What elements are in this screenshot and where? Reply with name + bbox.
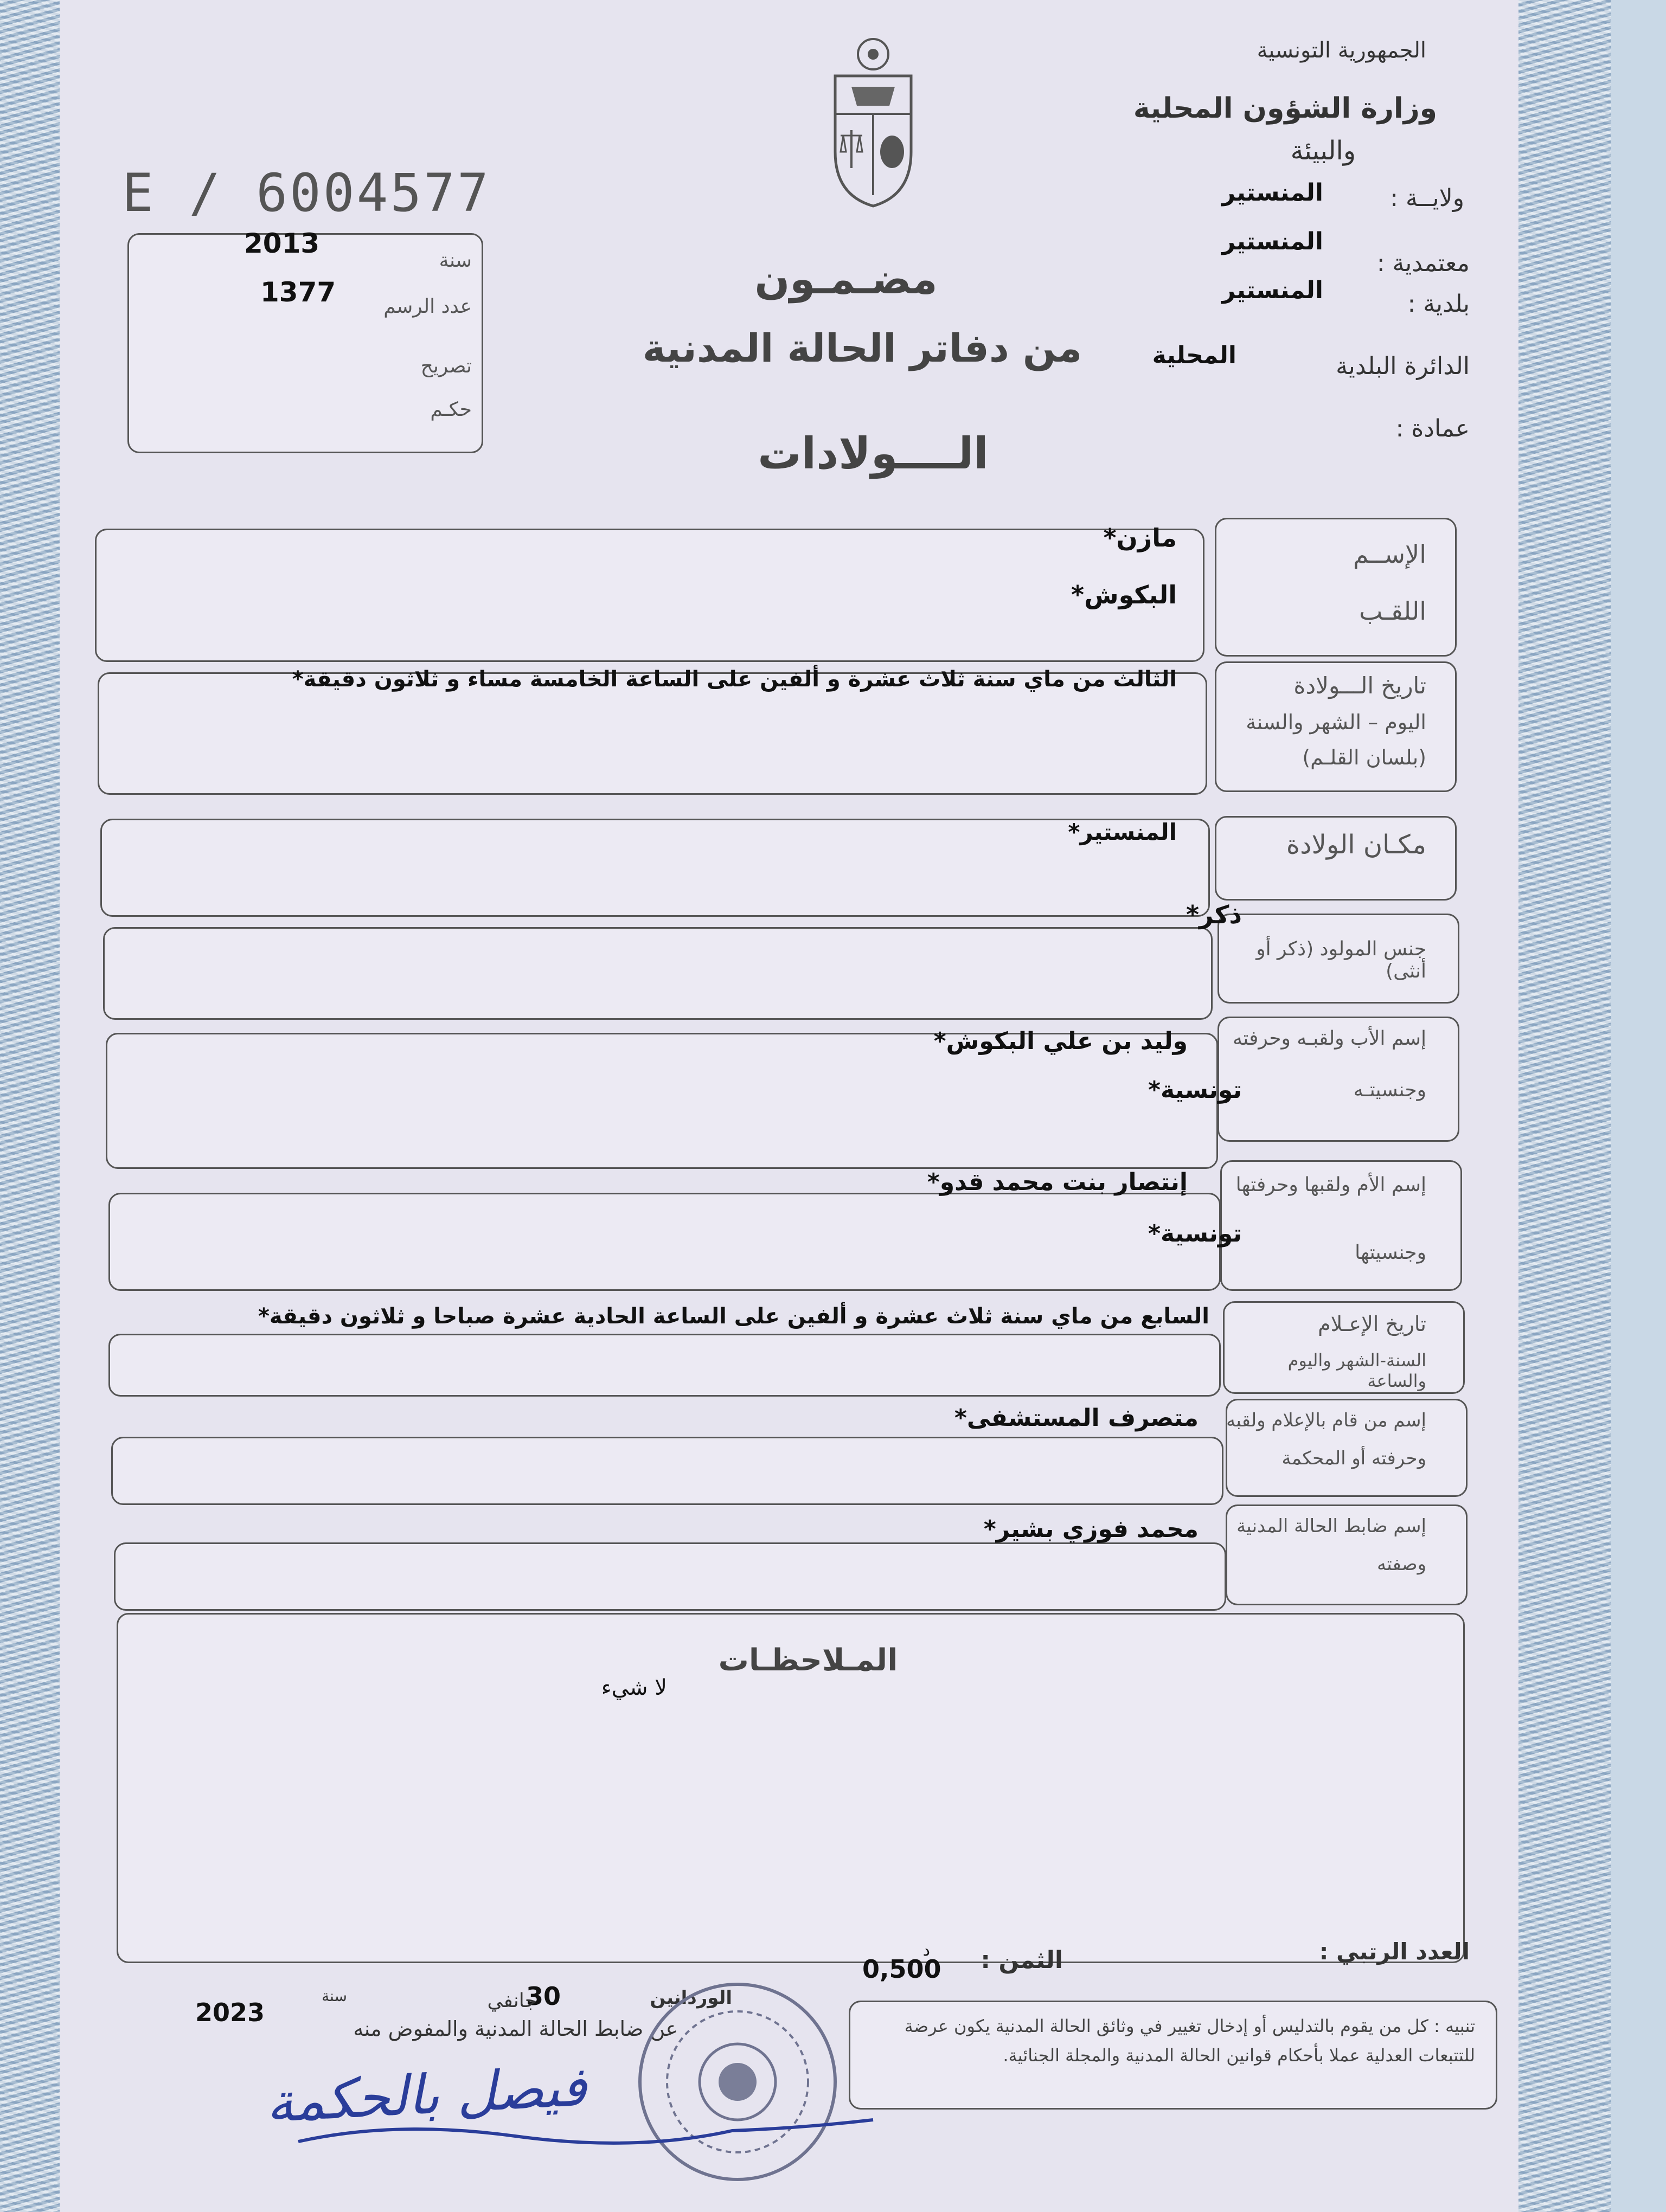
field-declarant-value-box (111, 1437, 1223, 1505)
notes-value: لا شيء (601, 1675, 667, 1700)
ministry-name-line2: والبيئة (1290, 136, 1356, 166)
field-birthplace-value: المنستير* (1068, 819, 1177, 845)
field-name-label-box (1215, 518, 1457, 657)
field-mother-nationality-value: تونسية* (1148, 1220, 1242, 1248)
field-declaration-date-label: تاريخ الإعـلام (1318, 1312, 1426, 1336)
field-mother-label-2: وجنسيتها (1355, 1242, 1426, 1264)
field-birthplace-label: مكـان الولادة (1286, 829, 1426, 860)
document-title: مضـمـون (754, 255, 938, 303)
issue-year: 2023 (195, 1998, 265, 2027)
ministry-name: وزارة الشؤون المحلية (1133, 92, 1437, 125)
left-guilloche-border (0, 0, 60, 2212)
tunisia-coat-of-arms-icon (819, 33, 927, 211)
signature-stroke-icon (287, 2082, 884, 2158)
registry-number-value: 1377 (260, 276, 336, 308)
registry-number-label: عدد الرسم (383, 295, 472, 318)
registry-year-value: 2013 (244, 228, 320, 259)
field-officer-label: إسم ضابط الحالة المدنية (1236, 1515, 1426, 1537)
wilaya-label: ولايــة : (1390, 184, 1464, 212)
baladia-value: المنستير (1221, 276, 1323, 304)
field-sex-value-box (103, 927, 1213, 1020)
field-birthdate-value: الثالث من ماي سنة ثلاث عشرة و ألفين على الساعة الخامسة مساء و ثلاثون دقيقة* (292, 667, 1177, 692)
registry-judgment-label: حكـم (430, 398, 472, 421)
field-father-label-2: وجنسيتـه (1353, 1079, 1426, 1101)
field-officer-label-2: وصفته (1377, 1553, 1426, 1575)
section-title-births: الــــولادات (758, 428, 989, 479)
signature: فيصل بالحكمة (264, 2054, 588, 2135)
daira-label: الدائرة البلدية (1336, 352, 1470, 380)
motamadia-value: المنستير (1221, 228, 1323, 255)
field-father-value: وليد بن علي البكوش* (933, 1027, 1188, 1055)
field-surname-label: اللقـب (1359, 596, 1426, 626)
issue-day: 30 (526, 1982, 561, 2011)
field-declarant-label: إسم من قام بالإعلام ولقبه (1226, 1410, 1426, 1431)
price-label: الثمن : (981, 1946, 1063, 1974)
field-sex-label: جنس المولود (ذكر أو أنثى) (1256, 938, 1426, 982)
registry-year-label: سنة (439, 249, 472, 272)
field-name-label: الإســم (1353, 539, 1426, 569)
issue-year-label: سنة (322, 1987, 347, 2005)
baladia-label: بلدية : (1407, 290, 1470, 318)
field-name-value: مازن* (1103, 523, 1177, 552)
field-officer-value: محمد فوزي بشير* (983, 1515, 1199, 1543)
field-birthdate-label-3: (بلسان القلـم) (1302, 745, 1426, 769)
notes-title: المـلاحظـات (718, 1643, 898, 1678)
daira-value: المحلية (1152, 342, 1236, 369)
officer-delegate-line: عن ضابط الحالة المدنية والمفوض منه (353, 2017, 678, 2041)
field-surname-value: البكوش* (1071, 580, 1177, 609)
field-declaration-date-label-2: السنة-الشهر واليوم والساعة (1287, 1350, 1426, 1391)
right-guilloche-border (1518, 0, 1611, 2212)
motamadia-label: معتمدية : (1376, 249, 1470, 277)
field-father-label: إسم الأب ولقبـه وحرفته (1232, 1027, 1426, 1050)
field-declaration-date-value-box (108, 1334, 1221, 1397)
document-subtitle: من دفاتر الحالة المدنية (642, 325, 1082, 371)
civil-record-page (60, 0, 1518, 2212)
issue-place: الوردانين (650, 1987, 732, 2009)
serial-number: E / 6004577 (122, 163, 491, 223)
wilaya-value: المنستير (1221, 179, 1323, 207)
field-officer-value-box (114, 1542, 1226, 1611)
field-birthdate-label: تاريخ الـــولادة (1293, 672, 1426, 699)
field-declarant-value: متصرف المستشفى* (954, 1404, 1199, 1432)
field-declarant-label-2: وحرفته أو المحكمة (1281, 1448, 1426, 1469)
warning-text: تنبيه : كل من يقوم بالتدليس أو إدخال تغيير في وثائق الحالة المدنية يكون عرضة للتتبعات العدلية عملا بأحكام قوانين الحالة المدنية والمجلة الجنائية. (904, 2016, 1475, 2066)
registry-declaration-label: تصريح (420, 355, 472, 377)
field-mother-value: إنتصار بنت محمد قدو* (927, 1168, 1188, 1196)
field-birthdate-label-2: اليوم – الشهر والسنة (1246, 710, 1426, 734)
country-name: الجمهورية التونسية (1257, 38, 1426, 63)
issue-month: جانفي (487, 1990, 537, 2012)
field-father-nationality-value: تونسية* (1148, 1076, 1242, 1104)
field-declaration-date-value: السابع من ماي سنة ثلاث عشرة و ألفين على الساعة الحادية عشرة صباحا و ثلاثون دقيقة* (258, 1304, 1209, 1329)
price-value: 0,500 (862, 1954, 941, 1984)
ordinal-number-label: العدد الرتبي : (1319, 1938, 1470, 1965)
omada-label: عمادة : (1395, 415, 1470, 442)
field-sex-value: ذكر* (1186, 900, 1242, 929)
field-mother-label: إسم الأم ولقبها وحرفتها (1235, 1174, 1426, 1196)
price-unit: د (922, 1941, 930, 1960)
